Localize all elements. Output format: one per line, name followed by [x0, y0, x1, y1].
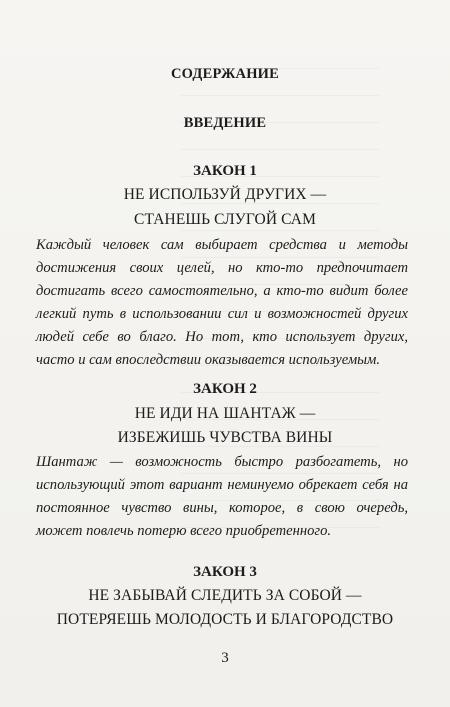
page-number: 3: [221, 650, 229, 666]
contents-heading: СОДЕРЖАНИЕ: [170, 66, 280, 82]
law-3-number: ЗАКОН 3: [193, 564, 257, 580]
law-2-title-line-1: НЕ ИДИ НА ШАНТАЖ —: [134, 405, 316, 422]
law-1-title-line-2: СТАНЕШЬ СЛУГОЙ САМ: [134, 211, 316, 228]
law-1-description: Каждый человек сам выбирает средства и методы достижения своих целей, но кто-то предпочитает достигать всего самостоятельно, а кто-то видит более легкий путь в использовании сил и возможностей других людей себе во благо. Но тот, кто использует других, часто и сам впоследствии оказывается используемым.: [36, 237, 408, 368]
intro-heading: ВВЕДЕНИЕ: [183, 115, 267, 131]
law-2-title-line-2: ИЗБЕЖИШЬ ЧУВСТВА ВИНЫ: [117, 429, 333, 446]
law-3-title-line-1: НЕ ЗАБЫВАЙ СЛЕДИТЬ ЗА СОБОЙ —: [88, 587, 362, 604]
law-2-number: ЗАКОН 2: [193, 381, 257, 397]
law-1-number: ЗАКОН 1: [193, 163, 257, 179]
law-1-title-line-1: НЕ ИСПОЛЬЗУЙ ДРУГИХ —: [123, 186, 327, 203]
law-2-description: Шантаж — возможность быстро разбогатеть, но использующий этот вариант неминуемо обрекает себя на постоянное чувство вины, которое, в свою очередь, может повлечь потерю всего приобретенного.: [36, 454, 408, 539]
law-3-title-line-2: ПОТЕРЯЕШЬ МОЛОДОСТЬ И БЛАГОРОДСТВО: [56, 611, 394, 628]
